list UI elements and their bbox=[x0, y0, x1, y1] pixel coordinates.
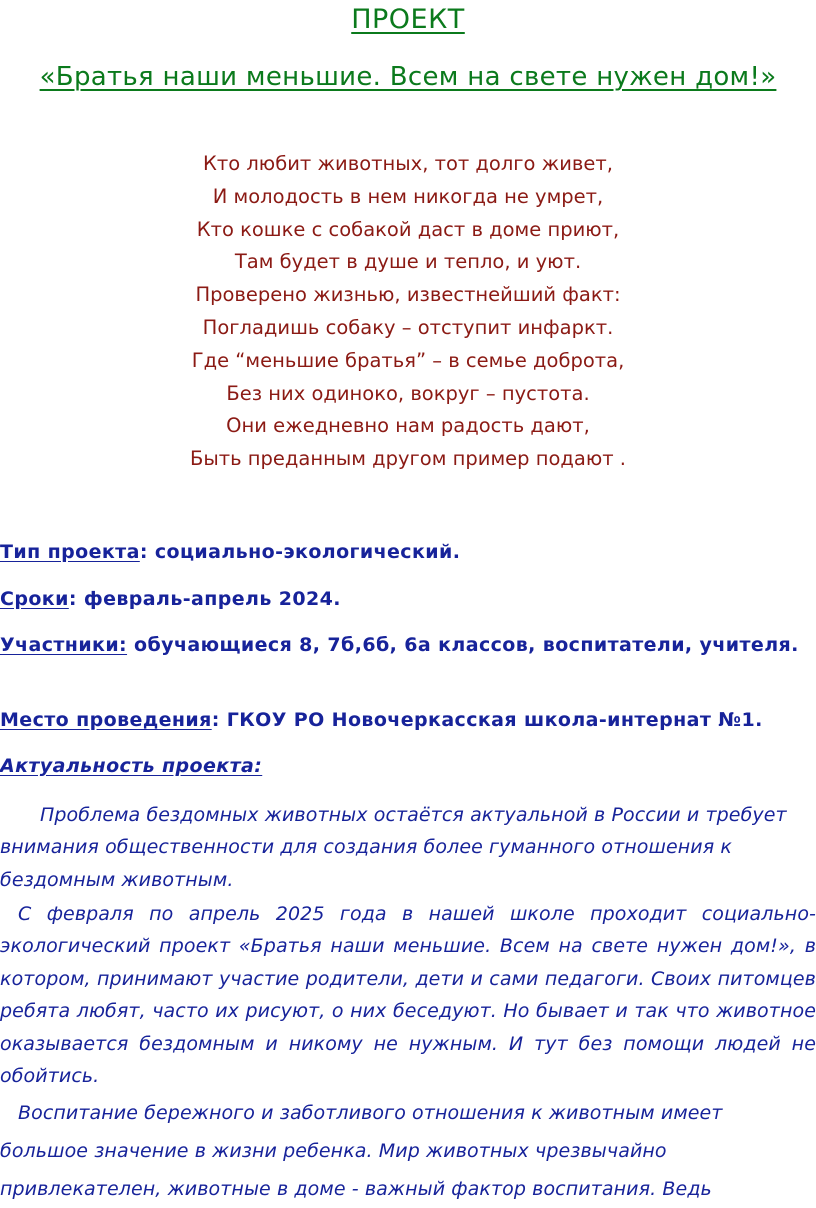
poem-line: Они ежедневно нам радость дают, bbox=[226, 414, 590, 438]
project-place-label: Место проведения bbox=[0, 709, 212, 731]
project-name: «Братья наши меньшие. Всем на свете нужен дом!» bbox=[39, 62, 777, 92]
poem-line: Быть преданным другом пример подают . bbox=[189, 447, 627, 471]
project-type-value: : социально-экологический. bbox=[139, 541, 461, 563]
project-terms-label: Сроки bbox=[0, 588, 69, 610]
poem-line: Проверено жизнью, известнейший факт: bbox=[195, 283, 621, 307]
project-participants bbox=[0, 629, 816, 661]
project-type-label: Тип проекта bbox=[0, 541, 140, 563]
relevance-paragraph-1: Проблема бездомных животных остаётся актуальной в России и требует внимания общественности для создания более гуманного отношения к бездомным животным. bbox=[0, 804, 787, 891]
poem-line: И молодость в нем никогда не умрет, bbox=[212, 184, 604, 208]
project-participants-value: обучающиеся 8, 7б,6б, 6а классов, воспитатели, учителя. bbox=[127, 634, 799, 656]
project-place bbox=[0, 704, 816, 736]
project-terms-value: : февраль-апрель 2024. bbox=[68, 588, 341, 610]
epigraph-poem bbox=[0, 148, 816, 476]
poem-line: Там будет в душе и тепло, и уют. bbox=[234, 250, 582, 274]
relevance-paragraph-3: Воспитание бережного и заботливого отношения к животным имеет большое значение в жизни ребенка. Мир животных чрезвычайно привлекателен, животные в доме - важный фактор воспитания. Ведь bbox=[0, 1102, 723, 1200]
poem-line: Кто кошке с собакой даст в доме приют, bbox=[196, 217, 620, 241]
poem-line: Погладишь собаку – отступит инфаркт. bbox=[202, 315, 614, 339]
poem-line: Кто любит животных, тот долго живет, bbox=[203, 152, 613, 175]
project-type bbox=[0, 536, 816, 568]
relevance-paragraph-2: С февраля по апрель 2025 года в нашей школе проходит социально-экологический проект «Братья наши меньшие. Всем на свете нужен дом!», в котором, принимают участие родители, дети и сами педагоги. Своих питомцев ребята любят, часто их рисуют, о них беседуют. Но бывает и так что животное оказывается бездомным и никому не нужным. И тут без помощи людей не обойтись. bbox=[0, 903, 816, 1088]
project-participants-label: Участники: bbox=[0, 634, 128, 656]
document-title: ПРОЕКТ bbox=[351, 4, 465, 35]
poem-line: Где “меньшие братья” – в семье доброта, bbox=[191, 348, 625, 372]
project-place-value: : ГКОУ РО Новочеркасская школа-интернат №1. bbox=[211, 709, 763, 731]
relevance-heading: Актуальность проекта: bbox=[0, 755, 263, 777]
poem-line: Без них одиноко, вокруг – пустота. bbox=[226, 381, 590, 405]
project-terms bbox=[0, 583, 816, 615]
